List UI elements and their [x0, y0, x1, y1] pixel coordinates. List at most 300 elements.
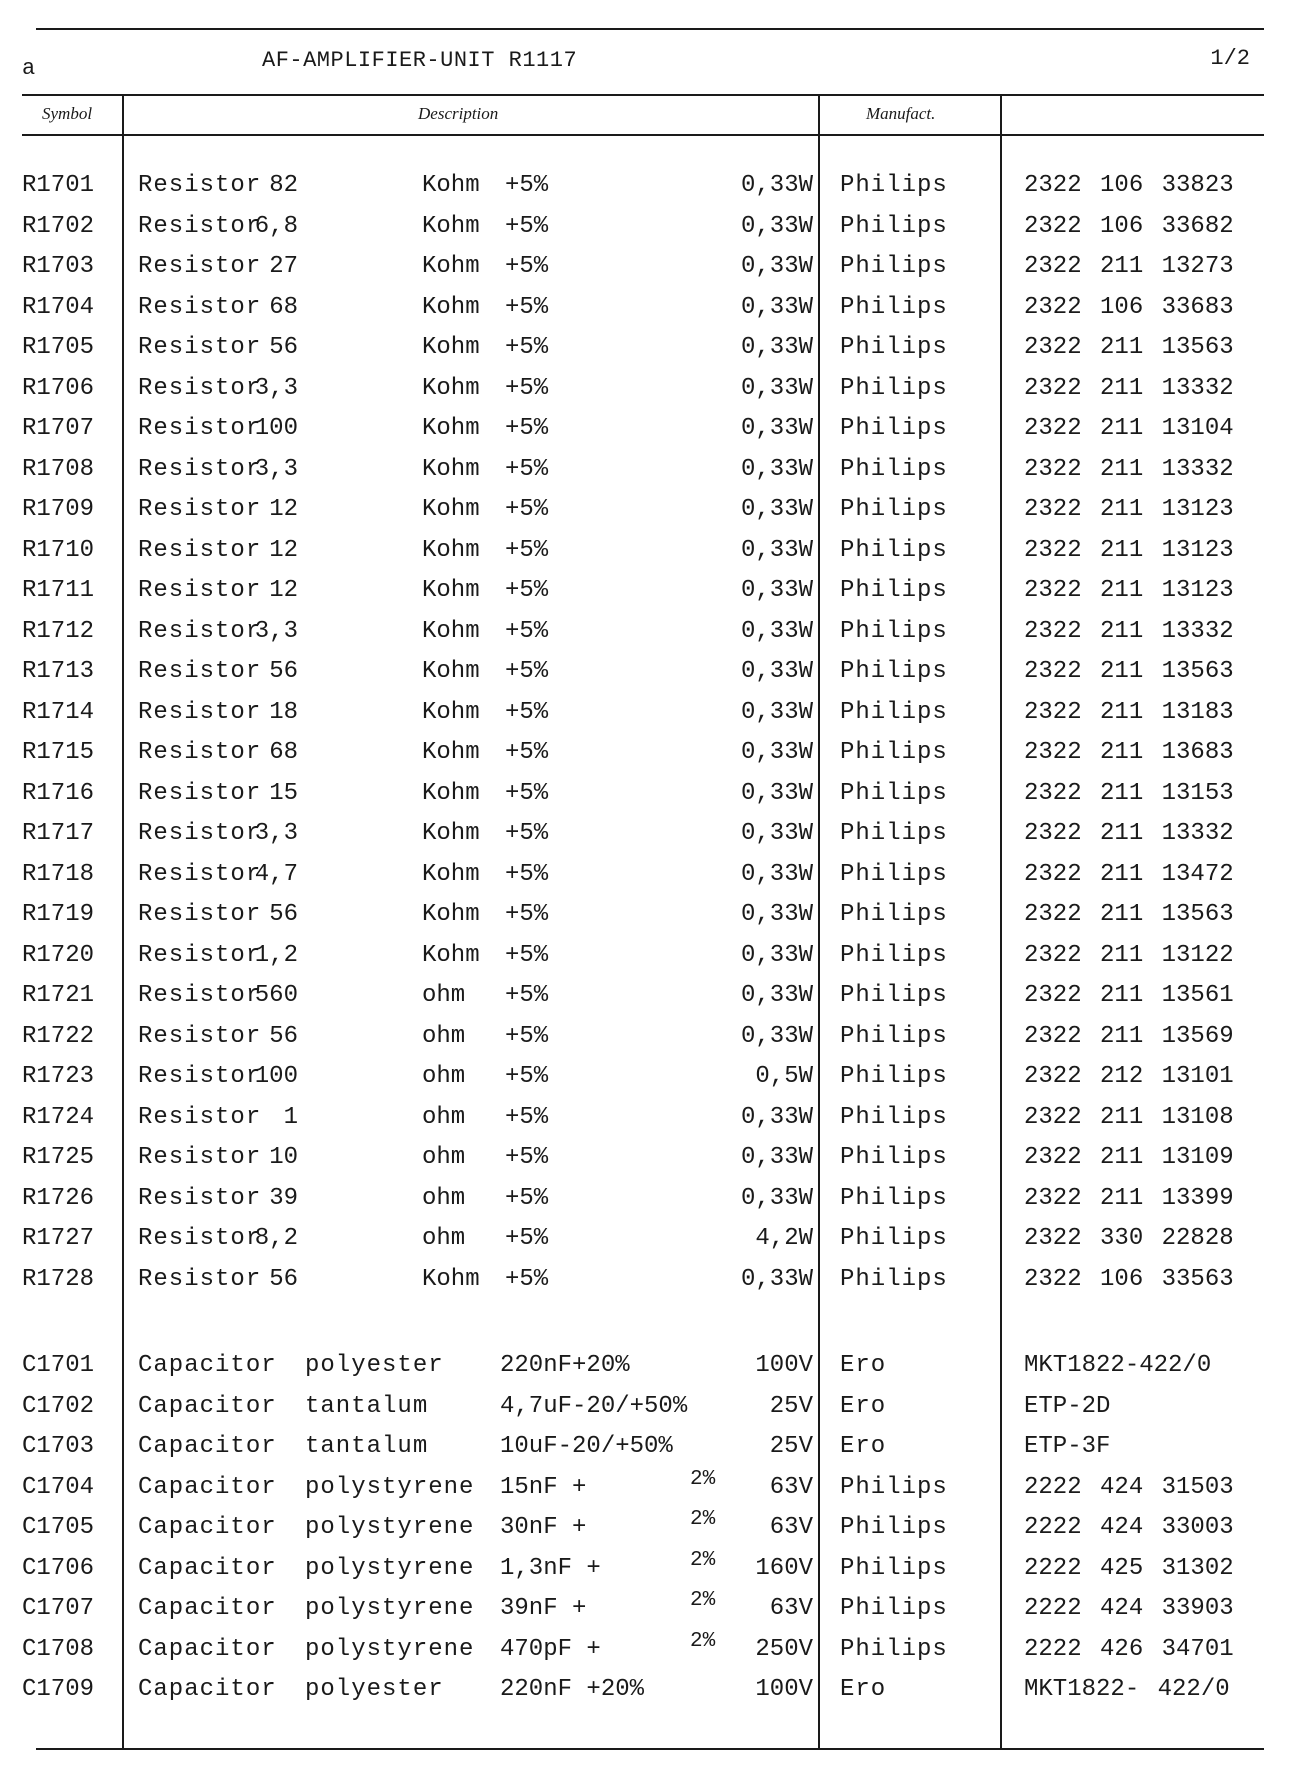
part-symbol: C1708 [22, 1635, 95, 1663]
part-value: 68 [269, 293, 298, 321]
part-tolerance: +5% [505, 455, 549, 483]
part-symbol: C1701 [22, 1352, 95, 1379]
part-manufacturer: Philips [840, 455, 948, 483]
part-tolerance: 2% [690, 1508, 716, 1531]
part-number: 2322 211 13563 [1024, 901, 1234, 928]
part-manufacturer: Philips [840, 1595, 948, 1622]
part-symbol: C1707 [22, 1595, 95, 1622]
table-row [0, 1225, 1298, 1265]
part-voltage: 63V [769, 1473, 813, 1501]
part-manufacturer: Philips [840, 415, 948, 442]
part-tolerance: 2% [690, 1548, 716, 1572]
part-unit: Kohm [422, 172, 480, 199]
column-header-description: Description [418, 104, 499, 123]
part-symbol: R1721 [22, 982, 95, 1009]
part-value: 82 [269, 172, 298, 199]
table-row [0, 820, 1298, 860]
part-symbol: R1718 [22, 860, 95, 888]
part-value: 6,8 [254, 212, 298, 240]
part-type: Resistor [138, 982, 262, 1009]
part-manufacturer: Philips [840, 901, 948, 928]
part-power: 0,33W [740, 212, 813, 240]
part-manufacturer: Ero [840, 1433, 887, 1460]
part-symbol: R1719 [22, 901, 95, 928]
part-symbol: R1725 [22, 1144, 95, 1171]
part-value: 56 [269, 901, 298, 928]
part-type: Resistor [138, 739, 262, 766]
part-number: 2322 211 13399 [1024, 1184, 1234, 1212]
part-number: MKT1822- 422/0 [1024, 1676, 1230, 1703]
part-voltage: 63V [769, 1514, 813, 1541]
part-manufacturer: Philips [840, 496, 948, 523]
part-value: 56 [269, 658, 298, 685]
part-tolerance: +5% [505, 334, 549, 361]
table-row [0, 1023, 1298, 1063]
part-value: 10uF-20/+50% [500, 1433, 673, 1460]
table-row [0, 1144, 1298, 1184]
part-unit: Kohm [422, 415, 480, 442]
part-unit: ohm [422, 1184, 466, 1212]
part-type: Resistor [138, 658, 262, 685]
part-unit: ohm [422, 982, 466, 1009]
part-unit: ohm [422, 1063, 466, 1090]
part-value: 3,3 [254, 455, 298, 483]
part-type: Resistor [138, 496, 262, 523]
part-power: 0,33W [740, 820, 813, 847]
part-symbol: R1720 [22, 941, 95, 969]
part-value: 39 [269, 1184, 298, 1212]
part-manufacturer: Philips [840, 860, 948, 888]
part-symbol: R1706 [22, 374, 95, 402]
part-power: 0,33W [740, 455, 813, 483]
part-manufacturer: Philips [840, 1225, 948, 1252]
part-value: 56 [269, 1022, 298, 1050]
part-value: 12 [269, 577, 298, 604]
part-number: 2322 211 13332 [1024, 374, 1234, 402]
part-tolerance: +5% [505, 172, 549, 199]
part-manufacturer: Philips [840, 1063, 948, 1090]
part-manufacturer: Philips [840, 1184, 948, 1212]
part-value: 3,3 [254, 820, 298, 847]
part-manufacturer: Philips [840, 658, 948, 685]
part-type: Resistor [138, 172, 262, 199]
part-power: 0,33W [740, 658, 813, 685]
part-number: 2322 211 13332 [1024, 820, 1234, 847]
part-manufacturer: Philips [840, 698, 948, 726]
part-type: Resistor [138, 1103, 262, 1131]
part-unit: Kohm [422, 617, 480, 645]
table-row [0, 780, 1298, 820]
part-unit: Kohm [422, 658, 480, 685]
part-value: 1,2 [254, 941, 298, 969]
part-type: Resistor [138, 698, 262, 726]
part-number: 2322 211 13563 [1024, 658, 1234, 685]
part-manufacturer: Philips [840, 982, 948, 1009]
part-value: 8,2 [254, 1225, 298, 1252]
part-symbol: R1727 [22, 1225, 95, 1252]
part-number: 2322 106 33823 [1024, 172, 1234, 199]
part-value: 4,7 [254, 860, 298, 888]
part-power: 0,33W [740, 293, 813, 321]
part-type: Resistor [138, 1225, 262, 1252]
part-manufacturer: Philips [840, 1265, 948, 1293]
part-number: 2222 424 33003 [1024, 1514, 1234, 1541]
part-value: 68 [269, 739, 298, 766]
part-type: Resistor [138, 455, 262, 483]
part-power: 0,33W [740, 1103, 813, 1131]
part-unit: ohm [422, 1103, 466, 1131]
part-type: Resistor [138, 1265, 262, 1293]
part-dielectric: tantalum [305, 1433, 429, 1460]
part-manufacturer: Philips [840, 820, 948, 847]
part-type: Capacitor [138, 1433, 277, 1460]
part-manufacturer: Philips [840, 1554, 948, 1582]
part-power: 0,33W [740, 941, 813, 969]
part-type: Resistor [138, 1184, 262, 1212]
part-value: 220nF+20% [500, 1352, 630, 1379]
part-power: 0,33W [740, 1265, 813, 1293]
part-voltage: 100V [755, 1352, 813, 1379]
part-symbol: R1723 [22, 1063, 95, 1090]
part-dielectric: polyester [305, 1352, 444, 1379]
part-tolerance: +5% [505, 374, 549, 402]
part-manufacturer: Philips [840, 739, 948, 766]
part-voltage: 160V [755, 1554, 813, 1582]
table-row [0, 618, 1298, 658]
part-tolerance: +5% [505, 1265, 549, 1293]
part-number: 2322 211 13332 [1024, 455, 1234, 483]
column-header-symbol: Symbol [42, 104, 93, 123]
part-symbol: R1704 [22, 293, 95, 321]
part-tolerance: +5% [505, 415, 549, 442]
part-symbol: C1702 [22, 1392, 95, 1420]
part-value: 100 [254, 415, 298, 442]
part-number: 2322 211 13561 [1024, 982, 1234, 1009]
table-row [0, 1508, 1298, 1554]
part-tolerance: 2% [690, 1467, 716, 1491]
part-number: ETP-2D [1024, 1392, 1111, 1420]
part-number: 2322 211 13122 [1024, 941, 1234, 969]
part-number: 2322 330 22828 [1024, 1225, 1234, 1252]
part-type: Capacitor [138, 1595, 277, 1622]
part-type: Resistor [138, 901, 262, 928]
part-value: 10 [269, 1144, 298, 1171]
part-value: 12 [269, 536, 298, 564]
part-tolerance: +5% [505, 739, 549, 766]
part-manufacturer: Ero [840, 1392, 887, 1420]
part-symbol: R1726 [22, 1184, 95, 1212]
part-number: MKT1822-422/0 [1024, 1352, 1212, 1379]
table-row [0, 1548, 1298, 1595]
part-tolerance: +5% [505, 1225, 549, 1252]
part-tolerance: +5% [505, 1063, 549, 1090]
part-symbol: R1701 [22, 172, 95, 199]
part-number: 2322 106 33682 [1024, 212, 1234, 240]
part-symbol: R1705 [22, 334, 95, 361]
part-unit: Kohm [422, 820, 480, 847]
table-row [0, 1467, 1298, 1514]
part-unit: Kohm [422, 253, 480, 280]
header-rule-upper [22, 94, 1264, 96]
part-unit: Kohm [422, 698, 480, 726]
table-row [0, 1185, 1298, 1225]
table-row [0, 1676, 1298, 1716]
part-value: 3,3 [254, 617, 298, 645]
column-header-manufacturer: Manufact. [866, 104, 936, 123]
part-power: 0,33W [740, 374, 813, 402]
part-type: Resistor [138, 1144, 262, 1171]
part-unit: Kohm [422, 455, 480, 483]
part-dielectric: polyester [305, 1676, 444, 1703]
part-value: 470pF + [500, 1635, 601, 1663]
part-unit: Kohm [422, 212, 480, 240]
part-value: 100 [254, 1063, 298, 1090]
part-type: Resistor [138, 860, 262, 888]
part-tolerance: +5% [505, 658, 549, 685]
part-manufacturer: Philips [840, 1514, 948, 1541]
part-voltage: 250V [755, 1635, 813, 1663]
part-unit: Kohm [422, 941, 480, 969]
part-type: Capacitor [138, 1473, 277, 1501]
part-voltage: 100V [755, 1676, 813, 1703]
part-power: 0,33W [740, 739, 813, 766]
part-tolerance: +5% [505, 253, 549, 280]
part-value: 56 [269, 1265, 298, 1293]
part-number: 2322 211 13183 [1024, 698, 1234, 726]
part-power: 0,33W [740, 1022, 813, 1050]
part-symbol: R1712 [22, 617, 95, 645]
corner-label: a [22, 56, 36, 81]
part-value: 220nF +20% [500, 1676, 645, 1703]
part-symbol: R1702 [22, 212, 95, 240]
part-value: 15nF + [500, 1473, 587, 1501]
table-row [0, 1104, 1298, 1144]
part-symbol: C1704 [22, 1473, 95, 1501]
part-tolerance: +5% [505, 1144, 549, 1171]
part-dielectric: polystyrene [305, 1514, 475, 1541]
part-unit: ohm [422, 1144, 466, 1171]
table-row [0, 213, 1298, 253]
part-tolerance: +5% [505, 293, 549, 321]
part-number: 2322 212 13101 [1024, 1063, 1234, 1090]
part-number: 2222 424 33903 [1024, 1595, 1234, 1622]
part-type: Resistor [138, 617, 262, 645]
part-number: 2322 106 33563 [1024, 1265, 1234, 1293]
part-power: 0,33W [740, 860, 813, 888]
part-number: 2222 426 34701 [1024, 1635, 1234, 1663]
part-tolerance: +5% [505, 860, 549, 888]
part-type: Capacitor [138, 1352, 277, 1379]
part-power: 4,2W [755, 1225, 813, 1252]
part-dielectric: tantalum [305, 1392, 429, 1420]
table-row [0, 1629, 1298, 1676]
part-type: Resistor [138, 779, 262, 807]
page-number: 1/2 [1210, 46, 1250, 71]
part-tolerance: +5% [505, 617, 549, 645]
part-manufacturer: Philips [840, 212, 948, 240]
table-row [0, 1433, 1298, 1473]
part-type: Resistor [138, 212, 262, 240]
table-row [0, 861, 1298, 901]
table-row [0, 253, 1298, 293]
table-row [0, 942, 1298, 982]
part-type: Capacitor [138, 1676, 277, 1703]
part-tolerance: +5% [505, 779, 549, 807]
part-power: 0,33W [740, 779, 813, 807]
part-unit: ohm [422, 1225, 466, 1252]
table-row [0, 901, 1298, 941]
part-dielectric: polystyrene [305, 1595, 475, 1622]
part-tolerance: +5% [505, 901, 549, 928]
part-tolerance: +5% [505, 496, 549, 523]
part-number: 2322 211 13123 [1024, 536, 1234, 564]
part-type: Resistor [138, 415, 262, 442]
part-tolerance: +5% [505, 941, 549, 969]
part-number: 2322 211 13332 [1024, 617, 1234, 645]
part-dielectric: polystyrene [305, 1554, 475, 1582]
part-number: 2222 424 31503 [1024, 1473, 1234, 1501]
part-symbol: R1724 [22, 1103, 95, 1131]
part-manufacturer: Philips [840, 1144, 948, 1171]
part-power: 0,33W [740, 415, 813, 442]
part-voltage: 25V [769, 1392, 813, 1420]
part-unit: Kohm [422, 577, 480, 604]
part-number: 2322 211 13104 [1024, 415, 1234, 442]
part-type: Resistor [138, 374, 262, 402]
part-dielectric: polystyrene [305, 1635, 475, 1663]
part-tolerance: 2% [690, 1629, 716, 1653]
table-row [0, 375, 1298, 415]
part-tolerance: +5% [505, 698, 549, 726]
part-number: 2322 211 13683 [1024, 739, 1234, 766]
part-symbol: R1728 [22, 1265, 95, 1293]
part-power: 0,33W [740, 1184, 813, 1212]
table-row [0, 1266, 1298, 1306]
part-manufacturer: Philips [840, 253, 948, 280]
table-row [0, 1589, 1298, 1635]
part-type: Capacitor [138, 1635, 277, 1663]
table-row [0, 294, 1298, 334]
part-type: Resistor [138, 253, 262, 280]
part-power: 0,33W [740, 698, 813, 726]
part-type: Resistor [138, 293, 262, 321]
part-tolerance: +5% [505, 1022, 549, 1050]
bottom-rule [36, 1748, 1264, 1750]
part-number: 2322 211 13123 [1024, 577, 1234, 604]
part-unit: Kohm [422, 779, 480, 807]
part-manufacturer: Philips [840, 172, 948, 199]
part-manufacturer: Philips [840, 374, 948, 402]
table-row [0, 415, 1298, 455]
part-symbol: R1707 [22, 415, 95, 442]
part-number: 2322 106 33683 [1024, 293, 1234, 321]
table-row [0, 1352, 1298, 1392]
part-value: 4,7uF-20/+50% [500, 1392, 688, 1420]
part-manufacturer: Philips [840, 334, 948, 361]
table-row [0, 982, 1298, 1022]
part-tolerance: +5% [505, 1103, 549, 1131]
table-row [0, 496, 1298, 536]
part-value: 1 [283, 1103, 298, 1131]
part-value: 1,3nF + [500, 1554, 601, 1582]
part-tolerance: 2% [690, 1589, 716, 1612]
table-row [0, 334, 1298, 374]
part-number: 2322 211 13563 [1024, 334, 1234, 361]
part-number: 2322 211 13153 [1024, 779, 1234, 807]
part-unit: Kohm [422, 1265, 480, 1293]
part-symbol: R1715 [22, 739, 95, 766]
table-row [0, 658, 1298, 698]
part-type: Capacitor [138, 1514, 277, 1541]
part-unit: Kohm [422, 860, 480, 888]
part-unit: Kohm [422, 374, 480, 402]
part-manufacturer: Philips [840, 779, 948, 807]
table-row [0, 537, 1298, 577]
table-row [0, 699, 1298, 739]
part-number: 2222 425 31302 [1024, 1554, 1234, 1582]
part-symbol: R1714 [22, 698, 95, 726]
part-type: Resistor [138, 1063, 262, 1090]
part-tolerance: +5% [505, 820, 549, 847]
part-tolerance: +5% [505, 536, 549, 564]
part-unit: Kohm [422, 334, 480, 361]
part-power: 0,33W [740, 172, 813, 199]
part-symbol: C1706 [22, 1554, 95, 1582]
part-symbol: C1703 [22, 1433, 95, 1460]
part-type: Capacitor [138, 1554, 277, 1582]
part-number: 2322 211 13123 [1024, 496, 1234, 523]
part-number: 2322 211 13108 [1024, 1103, 1234, 1131]
part-power: 0,33W [740, 617, 813, 645]
part-power: 0,33W [740, 982, 813, 1009]
part-type: Resistor [138, 820, 262, 847]
part-unit: ohm [422, 1022, 466, 1050]
part-manufacturer: Philips [840, 1022, 948, 1050]
part-power: 0,33W [740, 496, 813, 523]
part-number: 2322 211 13109 [1024, 1144, 1234, 1171]
part-unit: Kohm [422, 901, 480, 928]
part-number: 2322 211 13569 [1024, 1022, 1234, 1050]
part-value: 27 [269, 253, 298, 280]
part-power: 0,33W [740, 334, 813, 361]
part-number: 2322 211 13273 [1024, 253, 1234, 280]
part-symbol: R1713 [22, 658, 95, 685]
part-manufacturer: Philips [840, 941, 948, 969]
part-power: 0,5W [755, 1063, 813, 1090]
part-value: 15 [269, 779, 298, 807]
part-symbol: R1722 [22, 1022, 95, 1050]
part-value: 18 [269, 698, 298, 726]
part-value: 560 [254, 982, 298, 1009]
part-symbol: R1717 [22, 820, 95, 847]
part-symbol: R1709 [22, 496, 95, 523]
part-type: Resistor [138, 334, 262, 361]
part-number: ETP-3F [1024, 1433, 1111, 1460]
part-value: 3,3 [254, 374, 298, 402]
part-manufacturer: Ero [840, 1676, 887, 1703]
part-unit: Kohm [422, 496, 480, 523]
part-type: Resistor [138, 577, 262, 604]
part-symbol: R1710 [22, 536, 95, 564]
part-tolerance: +5% [505, 212, 549, 240]
part-tolerance: +5% [505, 577, 549, 604]
part-power: 0,33W [740, 577, 813, 604]
part-manufacturer: Philips [840, 1473, 948, 1501]
table-row [0, 1393, 1298, 1433]
part-manufacturer: Philips [840, 1103, 948, 1131]
part-symbol: C1709 [22, 1676, 95, 1703]
page-title: AF-AMPLIFIER-UNIT R1117 [262, 48, 578, 73]
